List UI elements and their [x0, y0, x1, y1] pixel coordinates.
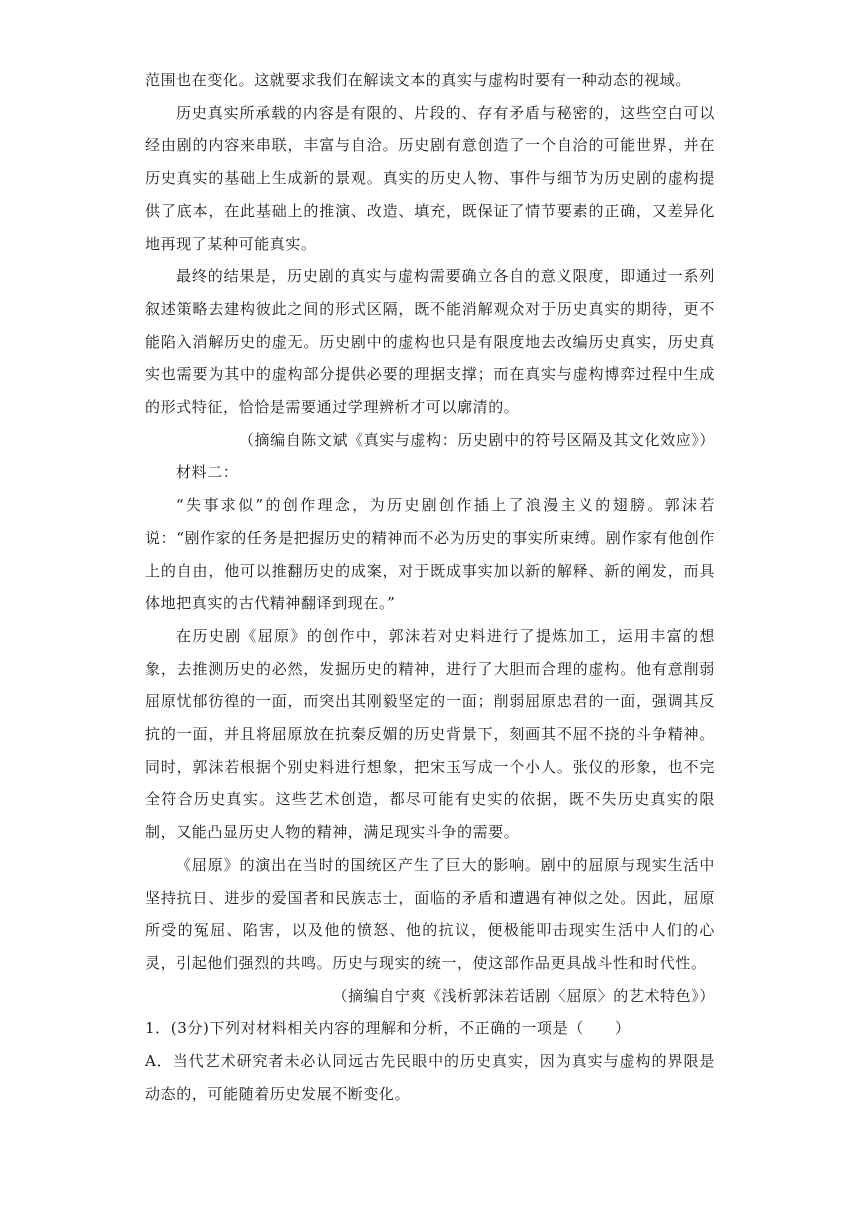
material-two-label: 材料二：	[176, 463, 239, 482]
paragraph-quyuan-creation: 在历史剧《屈原》的创作中，郭沫若对史料进行了提炼加工，运用丰富的想象，去推测历史的必然，发掘历史的精神，进行了大胆而合理的虚构。他有意削弱屈原忧郁彷徨的一面，而突出其刚毅坚定的一面；削弱屈原忠君的一面，强调其反抗的一面，并且将屈原放在抗秦反媚的历史背景下，刻画其不屈不挠的斗争精神。同时，郭沫若根据个别史料进行想象，把宋玉写成一个小人。张仪的形象，也不完全符合历史真实。这些艺术创造，都尽可能有史实的依据，既不失历史真实的限制，又能凸显历史人物的精神，满足现实斗争的需要。	[145, 626, 715, 842]
source-citation-1: （摘编自陈文斌《真实与虚构：历史剧中的符号区隔及其文化效应》）	[238, 430, 715, 449]
paragraph-final-result: 最终的结果是，历史剧的真实与虚构需要确立各自的意义限度，即通过一系列叙述策略去建构彼此之间的形式区隔，既不能消解观众对于历史真实的期待，更不能陷入消解历史的虚无。历史剧中的虚构也只是有限度地去改编历史真实，历史真实也需要为其中的虚构部分提供必要的理据支撑；而在真实与虚构博弈过程中生成的形式特征，恰恰是需要通过学理辨析才可以廓清的。	[145, 267, 715, 417]
paragraph-creative-concept: “失事求似”的创作理念，为历史剧创作插上了浪漫主义的翅膀。郭沫若说：“剧作家的任务是把握历史的精神而不必为历史的事实所束缚。剧作家有他创作上的自由，他可以推翻历史的成案，对于既成事实加以新的解释、新的阐发，而具体地把真实的古代精神翻译到现在。”	[145, 496, 715, 613]
document-page	[145, 64, 715, 1111]
paragraph-continuation: 范围也在变化。这就要求我们在解读文本的真实与虚构时要有一种动态的视域。	[145, 71, 692, 89]
paragraph-historical-truth: 历史真实所承载的内容是有限的、片段的、存有矛盾与秘密的，这些空白可以经由剧的内容来串联，丰富与自洽。历史剧有意创造了一个自洽的可能世界，并在历史真实的基础上生成新的景观。真实的历史人物、事件与细节为历史剧的虚构提供了底本，在此基础上的推演、改造、填充，既保证了情节要素的正确，又差异化地再现了某种可能真实。	[145, 103, 715, 253]
question-1-stem: 1．(3分)下列对材料相关内容的理解和分析，不正确的一项是（ ）	[145, 1019, 631, 1038]
option-a: A．当代艺术研究者未必认同远古先民眼中的历史真实，因为真实与虚构的界限是动态的，可能随着历史发展不断变化。	[145, 1052, 715, 1103]
paragraph-quyuan-performance: 《屈原》的演出在当时的国统区产生了巨大的影响。剧中的屈原与现实生活中坚持抗日、进步的爱国者和民族志士，面临的矛盾和遭遇有神似之处。因此，屈原所受的冤屈、陷害，以及他的愤怒、他的抗议，便极能叩击现实生活中人们的心灵，引起他们强烈的共鸣。历史与现实的统一，使这部作品更具战斗性和时代性。	[145, 855, 715, 972]
source-citation-2: （摘编自宁爽《浅析郭沫若话剧〈屈原〉的艺术特色》）	[332, 986, 715, 1005]
